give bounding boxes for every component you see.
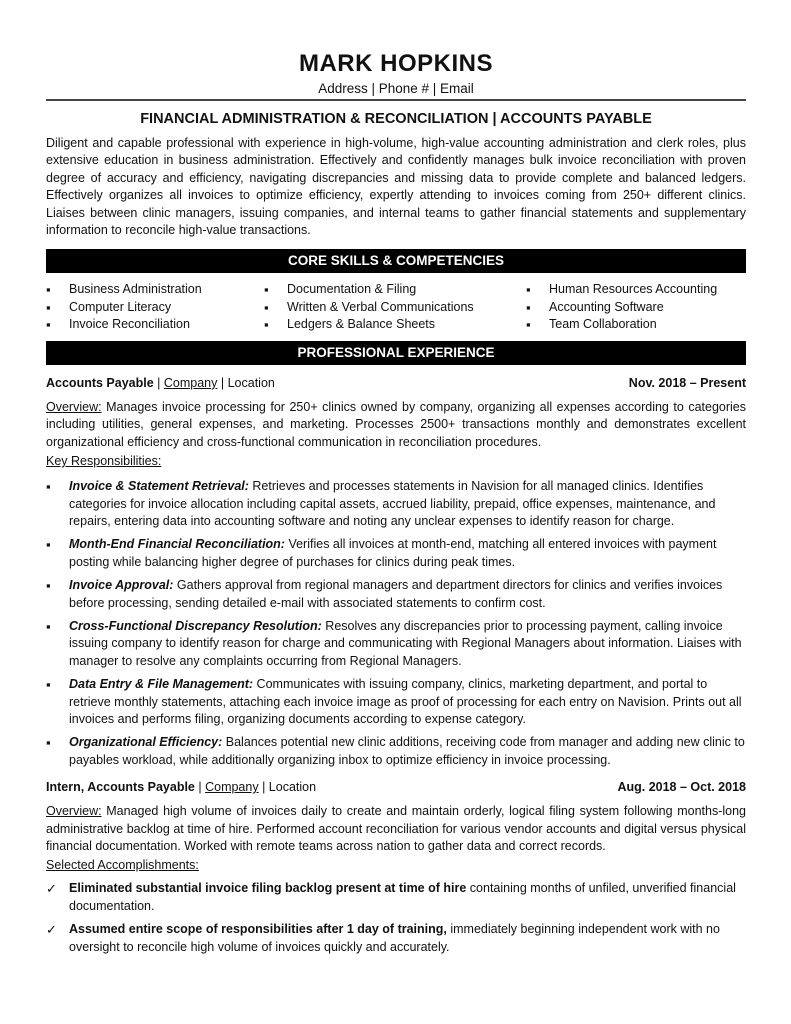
job-title-line: [46, 375, 275, 392]
skill-item: ▪ Written & Verbal Communications: [264, 299, 526, 317]
contact-line: Address | Phone # | Email: [318, 81, 474, 96]
professional-headline: FINANCIAL ADMINISTRATION & RECONCILIATION | ACCOUNTS PAYABLE: [140, 111, 652, 127]
item-lead: Eliminated substantial invoice filing backlog present at time of hire: [69, 881, 467, 896]
skills-column-1: [46, 281, 264, 334]
list-item: [46, 921, 746, 956]
skill-item: ▪ Team Collaboration: [526, 316, 745, 334]
separator: |: [194, 780, 206, 795]
item-text: Verifies all invoices at month-end, matching all entered invoices with payment posting while balancing higher degree of purchases for clinics during peak times.: [69, 537, 717, 569]
item-text: Retrieves and processes statements in Navision for all managed clinics. Identifies categories for invoice allocation including capital assets, accrued liability, prepaid, office expenses, maintenance, and repairs, entering data into accounting software and noting any unclear expenses to identify reason for charge.: [69, 479, 716, 528]
header-divider: [46, 99, 746, 101]
list-item: [46, 618, 746, 670]
job-header: [46, 375, 746, 392]
job-dates: Aug. 2018 – Oct. 2018: [617, 780, 746, 795]
job-title: Accounts Payable: [46, 375, 154, 390]
skills-column-3: [526, 281, 745, 334]
accomplishments-label: Selected Accomplishments:: [46, 858, 199, 873]
job-location: | Location: [217, 375, 275, 390]
skills-grid: [46, 281, 746, 334]
job-title: Intern, Accounts Payable: [46, 780, 195, 795]
skill-item: ▪ Business Administration: [46, 281, 264, 299]
list-item: [46, 577, 746, 612]
job-location: | Location: [258, 780, 317, 795]
skill-item: ▪ Accounting Software: [526, 299, 745, 317]
item-lead: Assumed entire scope of responsibilities after 1 day of training,: [69, 922, 447, 937]
job-overview: [46, 399, 746, 451]
separator: |: [153, 375, 164, 390]
item-lead: Cross-Functional Discrepancy Resolution:: [69, 619, 322, 633]
item-lead: Data Entry & File Management:: [69, 677, 254, 692]
item-lead: Invoice Approval:: [69, 578, 174, 593]
skills-column-2: [264, 281, 526, 334]
overview-text: Managed high volume of invoices daily to create and maintain orderly, logical filing system following months-long administrative backlog at time of hire. Performed account reconciliation for various vendor accounts and digital versus physical financial documentation. Worked with remote teams across nation to gather data and correct records.: [46, 804, 746, 854]
list-item: [46, 676, 746, 728]
list-item: [46, 734, 746, 769]
checkmark-icon: ✓: [46, 922, 57, 938]
item-text: Gathers approval from regional managers and department directors for clinics and verifies invoices before processing, sending detailed e-mail with associated statements to confirm cost.: [69, 578, 723, 610]
item-text: Balances potential new clinic additions, receiving code from manager and adding new clinic to payables workload, while additionally organizing inbox to optimize efficiency in invoice processing.: [69, 735, 745, 767]
accomplishments-list: [46, 880, 746, 956]
item-lead: Invoice & Statement Retrieval:: [69, 479, 249, 494]
job-overview: [46, 803, 746, 855]
experience-section-header: PROFESSIONAL EXPERIENCE: [46, 341, 746, 365]
item-lead: Organizational Efficiency:: [69, 735, 223, 750]
summary-paragraph: Diligent and capable professional with experience in high-volume, high-value accounting administration and clerk roles, plus extensive education in business administration. Effectively and confidently manages bulk invoice reconciliation with proven degree of accuracy and efficiency, navigating discrepancies and missing data to provide complete and balanced ledgers. Effectively organizes all invoices to optimize efficiency, expertly attending to invoices coming from 250+ different clinics. Liaises between clinic managers, issuing companies, and internal teams to gather financial statements and supplementary information to reconcile high-value transactions.: [46, 136, 746, 238]
skill-item: ▪ Computer Literacy: [46, 299, 264, 317]
item-lead: Month-End Financial Reconciliation:: [69, 537, 285, 552]
company-name: Company: [163, 375, 218, 390]
skill-item: ▪ Ledgers & Balance Sheets: [264, 316, 526, 334]
skills-section-header: CORE SKILLS & COMPETENCIES: [46, 249, 746, 273]
skill-item: ▪ Documentation & Filing: [264, 281, 526, 299]
skill-item: ▪ Invoice Reconciliation: [46, 316, 264, 334]
item-text: Resolves any discrepancies prior to processing payment, calling invoice issuing company to identify reason for charge and communicating with Regional Managers about information. Liaises with manager to resolve any complaints occurring from Regional Managers.: [69, 619, 742, 668]
overview-label: Overview:: [46, 399, 102, 414]
candidate-name: MARK HOPKINS: [298, 50, 493, 77]
job-header: [46, 779, 746, 796]
list-item: [46, 880, 746, 915]
responsibilities-list: [46, 478, 746, 769]
company-name: Company: [205, 780, 259, 795]
skill-item: ▪ Human Resources Accounting: [526, 281, 745, 299]
overview-label: Overview:: [46, 804, 102, 819]
list-item: [46, 536, 746, 571]
item-text: immediately beginning independent work with no oversight to reconcile high volume of invoices quickly and accurately.: [69, 922, 720, 954]
checkmark-icon: ✓: [46, 881, 57, 897]
list-item: [46, 478, 746, 530]
job-title-line: [46, 779, 316, 796]
overview-text: Manages invoice processing for 250+ clinics owned by company, organizing all expenses according to categories including utilities, general expenses, and marketing. Processes 2500+ transactions monthly and demonstrates excellent organizational efficiency and cross-functional communication in reconciliation procedures.: [46, 399, 746, 449]
item-text: Communicates with issuing company, clinics, marketing department, and portal to retrieve monthly statements, attaching each invoice image as proof of processing for each entry on Navision. Prints out all invoices and performs filing, organizing documents according to expense category.: [69, 677, 742, 727]
item-text: containing months of unfiled, unverified financial documentation.: [69, 881, 736, 913]
job-dates: Nov. 2018 – Present: [628, 375, 746, 390]
responsibilities-label: Key Responsibilities:: [46, 454, 162, 469]
